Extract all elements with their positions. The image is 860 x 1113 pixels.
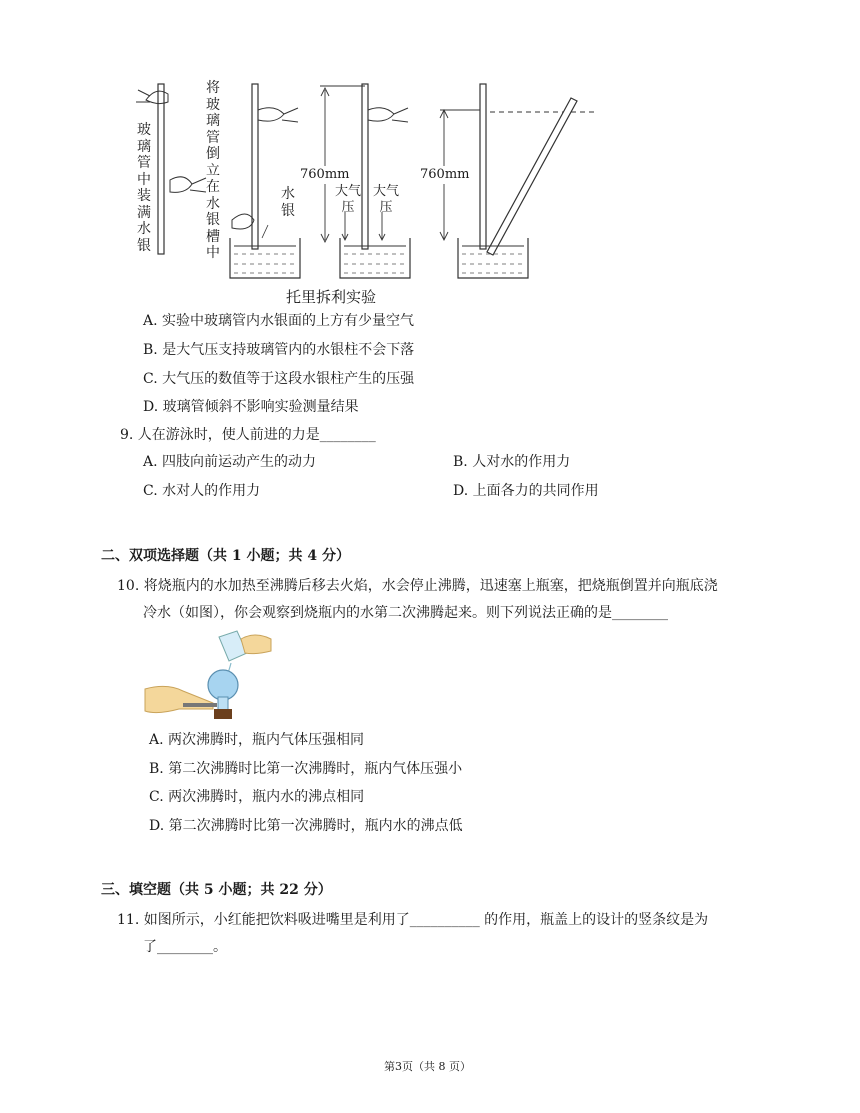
q10-stem-line1: 10. 将烧瓶内的水加热至沸腾后移去火焰，水会停止沸腾，迅速塞上瓶塞，把烧瓶倒置并向瓶底浇 xyxy=(117,578,718,594)
q10-option-b: B. 第二次沸腾时比第一次沸腾时，瓶内气体压强小 xyxy=(149,761,463,777)
tube-3 xyxy=(362,84,368,249)
q9-option-c: C. 水对人的作用力 xyxy=(143,483,261,499)
height-label-2: 760mm xyxy=(420,167,470,182)
tube-4 xyxy=(480,84,486,249)
q11-line1: 11. 如图所示，小红能把饮料吸进嘴里是利用了__________ 的作用，瓶盖上的设计的竖条纹是为 xyxy=(117,912,709,928)
q10-stem-line2: 冷水（如图），你会观察到烧瓶内的水第二次沸腾起来。则下列说法正确的是________ xyxy=(143,605,668,621)
tube-1 xyxy=(158,84,164,254)
hand-bottom-1 xyxy=(170,177,192,193)
q8-option-d: D. 玻璃管倾斜不影响实验测量结果 xyxy=(143,399,359,415)
q9-option-a: A. 四肢向前运动产生的动力 xyxy=(143,454,317,470)
flask-bulb xyxy=(208,670,238,700)
page-footer: 第3页（共 8 页） xyxy=(384,1060,471,1073)
q10-option-c: C. 两次沸腾时，瓶内水的沸点相同 xyxy=(149,789,365,805)
hand-top-2 xyxy=(258,108,284,121)
mercury-label: 水银 xyxy=(281,186,295,219)
pressure-label-2: 大气压 xyxy=(372,184,399,215)
tube-tilted xyxy=(487,98,577,255)
flask-figure xyxy=(143,625,283,725)
hand-top-3 xyxy=(368,108,394,121)
height-label-1: 760mm xyxy=(300,167,350,182)
q9-option-d: D. 上面各力的共同作用 xyxy=(453,483,599,499)
q11-line2: 了________。 xyxy=(143,939,227,955)
figure1-caption: 托里拆利实验 xyxy=(286,288,377,306)
q9-stem: 9. 人在游泳时，使人前进的力是________ xyxy=(120,427,376,443)
q10-option-d: D. 第二次沸腾时比第一次沸腾时，瓶内水的沸点低 xyxy=(149,818,463,834)
pressure-label-1: 大气压 xyxy=(334,184,361,215)
dish-2 xyxy=(230,238,300,278)
stopper xyxy=(214,709,232,719)
q8-option-b: B. 是大气压支持玻璃管内的水银柱不会下落 xyxy=(143,342,415,358)
q10-option-a: A. 两次沸腾时，瓶内气体压强相同 xyxy=(149,732,365,748)
q8-option-a: A. 实验中玻璃管内水银面的上方有少量空气 xyxy=(143,313,415,329)
hand-holder xyxy=(145,686,213,712)
hand-cup xyxy=(241,635,271,654)
section2-heading: 二、双项选择题（共 1 小题；共 4 分） xyxy=(101,548,350,564)
hand-bottom-2 xyxy=(232,214,254,229)
q8-option-c: C. 大气压的数值等于这段水银柱产生的压强 xyxy=(143,371,415,387)
section3-heading: 三、填空题（共 5 小题；共 22 分） xyxy=(101,882,332,898)
q9-option-b: B. 人对水的作用力 xyxy=(453,454,571,470)
step2-label: 将玻璃管倒立在水银槽中 xyxy=(206,80,220,261)
step1-label: 玻璃管中装满水银 xyxy=(137,122,151,254)
flask-neck xyxy=(218,697,228,711)
dish-3 xyxy=(340,238,410,278)
tube-2 xyxy=(252,84,258,249)
